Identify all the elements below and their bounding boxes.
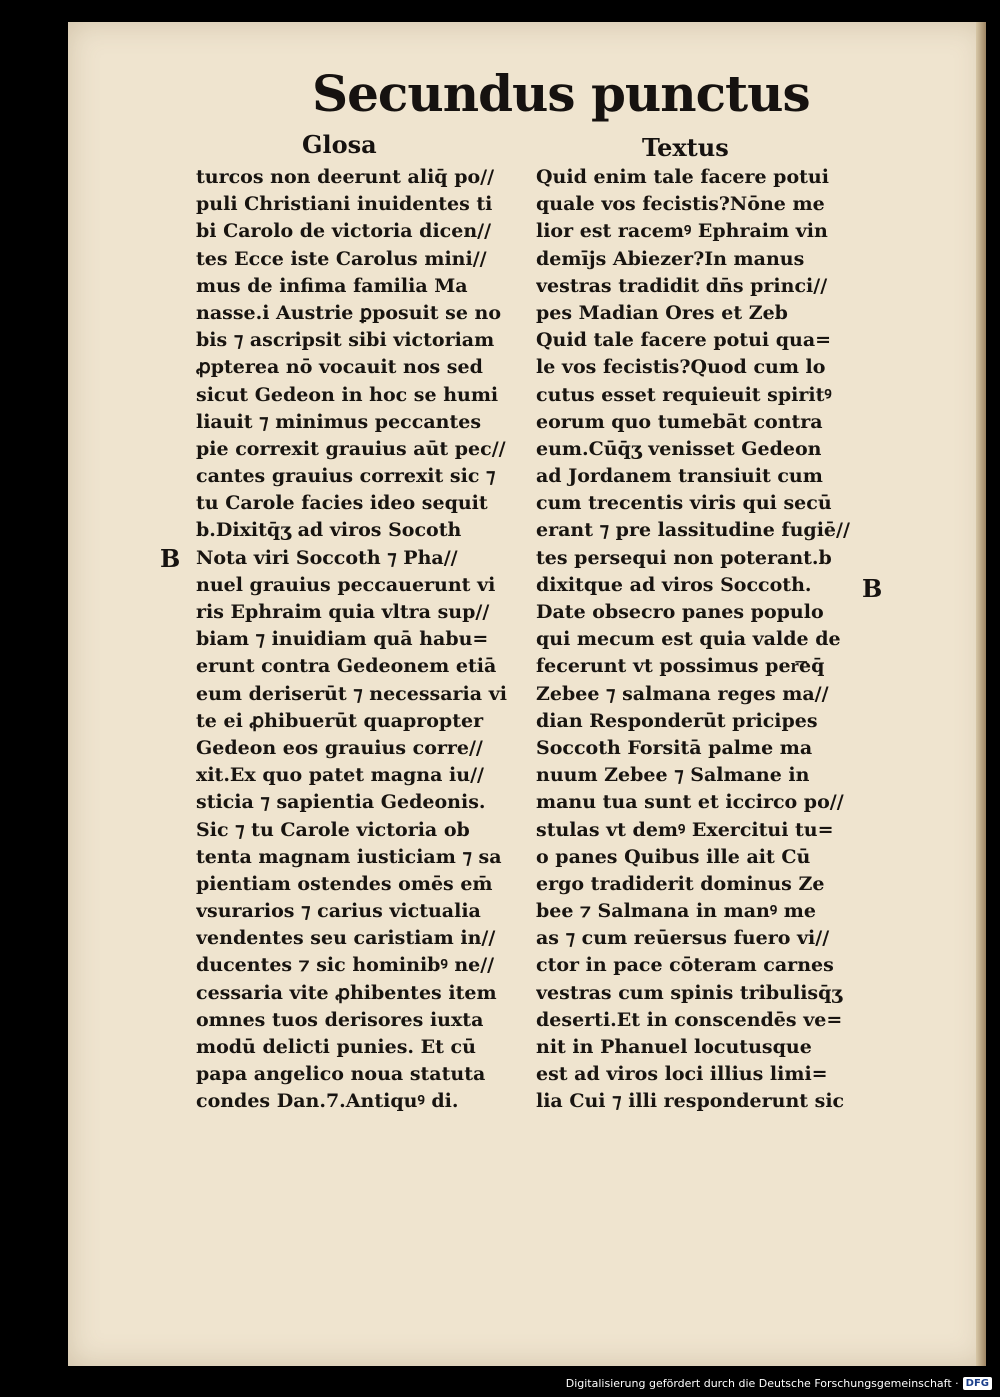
text-line: turcos non deerunt aliq̄ po// bbox=[196, 166, 495, 188]
text-line: est ad viros loci illius limi= bbox=[536, 1063, 828, 1086]
text-line: pientiam ostendes omēs em̄ bbox=[196, 872, 493, 895]
text-line: papa angelico noua statuta bbox=[196, 1063, 486, 1086]
digitization-footer bbox=[566, 1373, 992, 1393]
text-line: erunt contra Gedeonem etiā bbox=[196, 655, 497, 678]
text-line: vendentes seu caristiam in// bbox=[196, 927, 496, 950]
text-line: pes Madian Ores et Zeb bbox=[536, 301, 788, 324]
text-line: puli Christiani inuidentes ti bbox=[196, 193, 493, 216]
text-line: xit.Ex quo patet magna iu// bbox=[196, 764, 484, 787]
text-line: ctor in pace cōteram carnes bbox=[536, 954, 834, 977]
text-line: ad Jordanem transiuit cum bbox=[536, 465, 823, 488]
text-line: cutus esset requieuit spiritꝰ bbox=[536, 383, 832, 406]
text-line: eum.Cūq̄ʒ venisset Gedeon bbox=[536, 437, 822, 460]
text-line: stulas vt demꝰ Exercitui tu= bbox=[536, 818, 834, 841]
text-line: Quid enim tale facere potui bbox=[536, 166, 829, 188]
text-line: manu tua sunt et iccirco po// bbox=[536, 791, 844, 814]
text-column bbox=[536, 164, 871, 1116]
text-line: cum trecentis viris qui secū bbox=[536, 492, 832, 515]
text-line: erant ⁊ pre lassitudine fugiē// bbox=[536, 519, 850, 542]
text-line: te ei ꝓhibuerūt quapropter bbox=[196, 709, 484, 732]
text-line: bee ⁊ Salmana in manꝰ me bbox=[536, 900, 816, 923]
text-line: dixitque ad viros Soccoth. bbox=[536, 573, 812, 596]
text-line: cantes grauius correxit sic ⁊ bbox=[196, 465, 496, 488]
text-line: bis ⁊ ascripsit sibi victoriam bbox=[196, 329, 495, 352]
left-column-title: Glosa bbox=[302, 130, 377, 159]
text-line: bi Carolo de victoria dicen// bbox=[196, 220, 492, 243]
text-line: Date obsecro panes populo bbox=[536, 601, 824, 623]
text-line: Sic ⁊ tu Carole victoria ob bbox=[196, 818, 470, 841]
text-line: mus de infima familia Ma bbox=[196, 274, 468, 297]
text-line: vestras tradidit dn̄s princi// bbox=[536, 274, 828, 297]
text-line: tenta magnam iusticiam ⁊ sa bbox=[196, 845, 502, 868]
text-line: vestras cum spinis tribulisq̄ʒ bbox=[536, 981, 843, 1004]
text-line: dian Responderūt pricipes bbox=[536, 709, 818, 732]
text-line: nuum Zebee ⁊ Salmane in bbox=[536, 764, 810, 787]
text-line: nit in Phanuel locutusque bbox=[536, 1036, 812, 1058]
text-line: modū delicti punies. Et cū bbox=[196, 1036, 476, 1058]
text-line: tes Ecce iste Carolus mini// bbox=[196, 247, 487, 270]
gloss-column bbox=[196, 164, 531, 1116]
text-line: ris Ephraim quia vltra sup// bbox=[196, 601, 490, 623]
margin-marker-left: B bbox=[160, 544, 181, 573]
text-line: quale vos fecistis?Nōne me bbox=[536, 193, 825, 216]
text-line: eum deriserūt ⁊ necessaria vi bbox=[196, 682, 507, 705]
text-line: sticia ⁊ sapientia Gedeonis. bbox=[196, 791, 486, 814]
text-line: cessaria vite ꝓhibentes item bbox=[196, 981, 497, 1004]
text-line: nasse.i Austrie ꝑposuit se no bbox=[196, 301, 502, 324]
text-line: tes persequi non poterant.b bbox=[536, 546, 832, 569]
text-line: b.Dixitq̄ʒ ad viros Socoth bbox=[196, 519, 462, 542]
text-line: lior est racemꝰ Ephraim vin bbox=[536, 220, 828, 243]
text-line: ducentes ⁊ sic hominibꝰ ne// bbox=[196, 954, 495, 977]
text-line: condes Dan.7.Antiquꝰ di. bbox=[196, 1090, 459, 1113]
text-line: sicut Gedeon in hoc se humi bbox=[196, 383, 499, 406]
text-line: vsurarios ⁊ carius victualia bbox=[196, 900, 481, 923]
footer-credit: Digitalisierung gefördert durch die Deutsche Forschungsgemeinschaft · bbox=[565, 1376, 959, 1390]
page-edge bbox=[976, 22, 986, 1366]
text-line: liauit ⁊ minimus peccantes bbox=[196, 410, 482, 433]
text-line: le vos fecistis?Quod cum lo bbox=[536, 356, 826, 379]
text-line: nuel grauius peccauerunt vi bbox=[196, 573, 496, 596]
margin-marker-right: B bbox=[862, 574, 883, 603]
text-line: o panes Quibus ille ait Cū bbox=[536, 845, 811, 868]
text-line: tu Carole facies ideo sequit bbox=[196, 492, 488, 515]
text-line: pie correxit grauius aūt pec// bbox=[196, 437, 506, 460]
text-line: demījs Abiezer?In manus bbox=[536, 247, 805, 270]
text-line: omnes tuos derisores iuxta bbox=[196, 1008, 484, 1031]
page-heading: Secundus punctus bbox=[312, 64, 810, 123]
text-line: biam ⁊ inuidiam quā habu= bbox=[196, 628, 489, 651]
text-line: Quid tale facere potui qua= bbox=[536, 329, 832, 352]
text-line: ergo tradiderit dominus Ze bbox=[536, 872, 825, 895]
dfg-logo: DFG bbox=[963, 1377, 992, 1390]
text-line: deserti.Et in conscendēs ve= bbox=[536, 1008, 843, 1031]
text-line: Soccoth Forsitā palme ma bbox=[536, 736, 813, 759]
text-line: eorum quo tumebāt contra bbox=[536, 410, 823, 433]
text-line: as ⁊ cum reūersus fuero vi// bbox=[536, 927, 830, 950]
text-line: ꝓpterea nō vocauit nos sed bbox=[196, 356, 483, 379]
text-line: fecerunt vt possimus per͞eq̄ bbox=[536, 655, 825, 678]
text-line: Zebee ⁊ salmana reges ma// bbox=[536, 682, 829, 705]
text-line: Gedeon eos grauius corre// bbox=[196, 736, 483, 759]
text-line: lia Cui ⁊ illi responderunt sic bbox=[536, 1090, 845, 1113]
text-line: Nota viri Soccoth ⁊ Pha// bbox=[196, 546, 458, 569]
right-column-title: Textus bbox=[642, 133, 729, 162]
text-line: qui mecum est quia valde de bbox=[536, 628, 841, 651]
